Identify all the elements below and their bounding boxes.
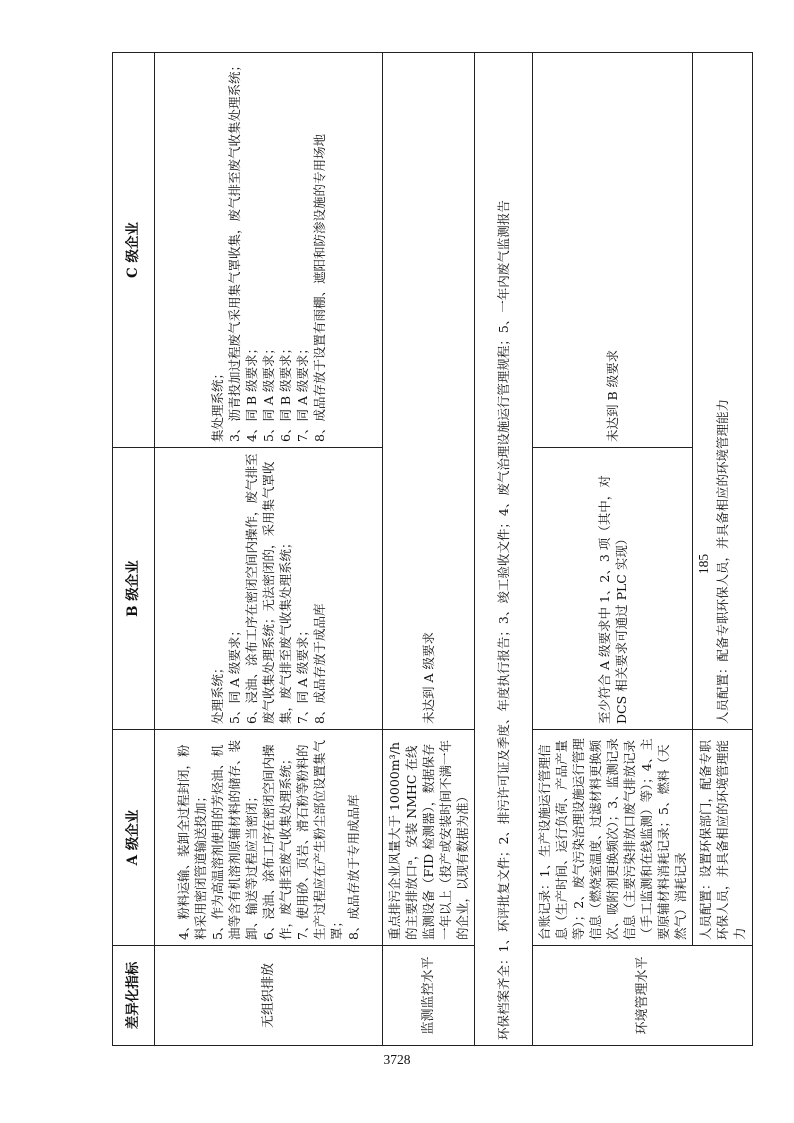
rotated-table-inner	[112, 53, 747, 1046]
label-fugitive-emission: 无组织排放	[155, 946, 383, 1046]
differentiation-indicator-table	[112, 52, 753, 1046]
fugitive-c-item: 7、同 A 级要求；	[295, 342, 310, 442]
cell-ledger-c: 未达到 B 级要求	[533, 53, 693, 448]
row-env-files	[475, 53, 533, 1046]
row-env-management	[533, 53, 693, 1046]
label-monitoring: 监测监控水平	[383, 946, 475, 1046]
fugitive-c-item: 集处理系统；	[210, 366, 225, 442]
fugitive-c-item: 6、同 B 级要求；	[278, 341, 293, 442]
header-grade-a: A 级企业	[113, 730, 155, 946]
cell-staff-a: 人员配置：设置环保部门，配备专职环保人员，并具备相应的环境管理能力	[693, 730, 753, 946]
cell-ledger-a: 台账记录：1、生产设施运行管理信息（生产时间、运行负荷、产品产量等）；2、废气污染治理设施运行管理信息（燃烧室温度、过滤材料更换频次、吸附剂更换频次）；3、监测记录信息（主要污染排放口废气排放记录（手工监测和在线监测）等）；4、主要原辅材料消耗记录；5、燃料（天然气）消耗记录	[533, 730, 693, 946]
fugitive-c-item: 3、沥青投加过程废气采用集气罩收集，废气排至废气收集处理系统；	[227, 59, 242, 442]
fugitive-b-item: 7、同 A 级要求；	[295, 624, 310, 724]
row-fugitive-emission	[155, 53, 383, 1046]
fugitive-b-item: 6、浸油、涂布工序在密闭空间内操作，废气排至废气收集处理系统；无法密闭的，采用集气罩收集，废气排至废气收集处理系统；	[244, 453, 293, 724]
fugitive-b-item: 8、成品存放于成品库	[312, 603, 327, 724]
cell-monitoring-bc: 未达到 A 级要求	[383, 53, 475, 730]
cell-fugitive-c	[155, 53, 383, 448]
cell-monitoring-a: 重点排污企业风量大于 10000m³/h 的主要排放口ᵃ，安装 NMHC 在线监测设备（FID 检测器），数据保存一年以上（投产或安装时间不满一年的企业，以现有数据为准）	[383, 730, 475, 946]
fugitive-a-item: 6、浸油、涂布工序在密闭空间内操作，废气排至废气收集处理系统；	[261, 744, 293, 940]
fugitive-a-item: 8、成品存放于专用成品库	[346, 794, 361, 940]
fugitive-a-item: 5、作为高温溶剂使用的芳烃油、机油等含有机溶剂原辅材料的储存、装卸、输送等过程应当密闭；	[210, 739, 259, 940]
header-grade-b: B 级企业	[113, 448, 155, 730]
fugitive-b-item: 处理系统；	[210, 661, 225, 724]
fugitive-c-item: 4、同 B 级要求；	[244, 341, 259, 442]
cell-env-files: 环保档案齐全：1、环评批复文件；2、排污许可证及季度、年度执行报告；3、竣工验收文件；4、废气治理设施运行管理规程；5、一年内废气监测报告	[475, 53, 533, 1046]
header-row	[113, 53, 155, 1046]
fugitive-a-item: 7、使用砂、页岩、滑石粉等粉料的生产过程应在产生粉尘部位设置集气罩；	[295, 739, 344, 940]
page-number-bottom: 3728	[383, 1052, 411, 1067]
header-indicator: 差异化指标	[113, 946, 155, 1046]
row-monitoring	[383, 53, 475, 1046]
cell-ledger-b: 至少符合 A 级要求中 1、2、3 项（其中，对 DCS 相关要求可通过 PLC 实现）	[533, 448, 693, 730]
cell-fugitive-a	[155, 730, 383, 946]
cell-fugitive-b	[155, 448, 383, 730]
header-grade-c: C 级企业	[113, 53, 155, 448]
fugitive-c-item: 5、同 A 级要求；	[261, 342, 276, 442]
fugitive-a-item: 4、粉料运输、装卸全过程封闭，粉料采用密闭管道输送投加；	[176, 744, 208, 940]
cell-staff-bc: 人员配置：配备专职环保人员，并具备相应的环境管理能力	[693, 53, 753, 730]
fugitive-b-item: 5、同 A 级要求；	[227, 624, 242, 724]
rotated-table-container	[112, 53, 747, 1046]
fugitive-c-item: 8、成品存放于设置有雨棚、遮阳和防渗设施的专用场地	[312, 134, 327, 442]
label-env-management: 环境管理水平	[533, 946, 753, 1046]
page-number-right: 185	[696, 553, 711, 575]
